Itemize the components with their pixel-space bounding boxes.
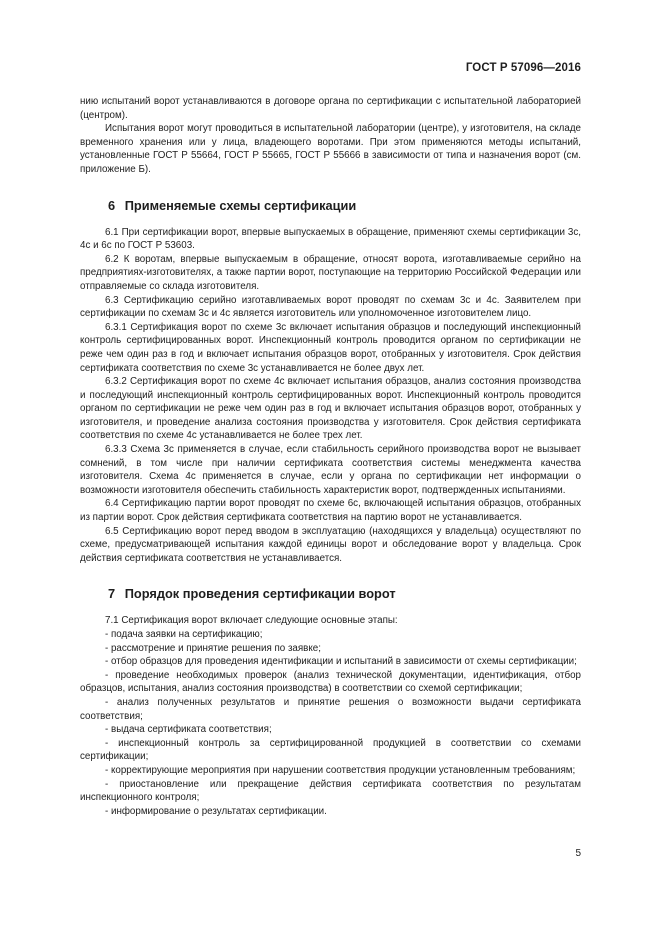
paragraph-6-3-1: 6.3.1 Сертификация ворот по схеме 3с включает испытания образцов и последующий инспекционный контроль сертифицированных ворот. Инспекционный контроль проводится органом по сертификации не реже чем один раз в год и включает испытания образцов ворот, отобранных у изготовителя. Срок действия сертификата соответствия по схеме 3с устанавливается не более двух лет. <box>80 321 581 374</box>
section-7-number: 7 <box>108 586 116 602</box>
stage-item: - анализ полученных результатов и принятие решения о возможности выдачи сертификата соответствия; <box>80 696 581 722</box>
section-6-number: 6 <box>108 197 116 213</box>
section-7-heading <box>80 586 581 602</box>
stage-item: - рассмотрение и принятие решения по заявке; <box>105 642 321 654</box>
paragraph-7-1: 7.1 Сертификация ворот включает следующие основные этапы: <box>105 615 398 627</box>
intro-paragraph-2: Испытания ворот могут проводиться в испытательной лаборатории (центре), у изготовителя, на складе временного хранения или у лица, владеющего воротами. При этом применяются методы испытаний, установленные ГОСТ Р 55664, ГОСТ Р 55665, ГОСТ Р 55666 в зависимости от типа и назначения ворот (см. приложение Б). <box>80 123 581 175</box>
section-6-title: Применяемые схемы сертификации <box>124 197 357 213</box>
intro-paragraph-1: нию испытаний ворот устанавливаются в договоре органа по сертификации с испытательной лабораторией (центром). <box>80 96 581 121</box>
paragraph-6-4: 6.4 Сертификацию партии ворот проводят по схеме 6с, включающей испытания образцов, отобранных из партии ворот. Срок действия сертификата соответствия на партию ворот не устанавливается. <box>80 498 581 524</box>
stage-item: - корректирующие мероприятия при нарушении соответствия продукции установленным требованиям; <box>105 764 576 776</box>
document-body <box>80 95 581 818</box>
stage-item: - отбор образцов для проведения идентификации и испытаний в зависимости от схемы сертификации; <box>105 656 577 668</box>
stage-item: - выдача сертификата соответствия; <box>105 724 272 736</box>
stage-item: - информирование о результатах сертификации. <box>105 805 327 817</box>
stage-item: - проведение необходимых проверок (анализ технической документации, идентификация, отбор образцов, испытания, анализ состояния производства) в соответствии со схемой сертификации; <box>80 669 581 695</box>
stage-item: - подача заявки на сертификацию; <box>105 629 263 640</box>
paragraph-6-2: 6.2 К воротам, впервые выпускаемым в обращение, относят ворота, изготавливаемые серийно на предприятиях-изготовителях, а также партии ворот, поступающие на территорию Российской Федерации или отправляемые со склада изготовителя. <box>80 253 581 292</box>
section-6-heading <box>80 198 581 214</box>
paragraph-6-3-3: 6.3.3 Схема 3с применяется в случае, если стабильность серийного производства ворот не вызывает сомнений, в том числе при наличии сертификата соответствия системы менеджмента качества изготовителя. Схема 4с применяется в случае, если у органа по сертификации нет информации о возможности изготовителя обеспечить стабильность характеристик ворот, подтвержденных испытаниями. <box>80 444 581 496</box>
page-number: 5 <box>575 848 581 859</box>
paragraph-6-3-2: 6.3.2 Сертификация ворот по схеме 4с включает испытания образцов, анализ состояния производства и последующий инспекционный контроль сертифицированных ворот. Инспекционный контроль проводится органом по сертификации не реже чем один раз в год и включает испытания образцов ворот, отобранных у изготовителя, и проведение анализа состояния производства у изготовителя. Срок действия сертификата соответствия по схеме 4с устанавливается не более трех лет. <box>80 376 581 442</box>
stage-item: - инспекционный контроль за сертифицированной продукцией в соответствии со схемами сертификации; <box>80 737 581 763</box>
standard-designation: ГОСТ Р 57096—2016 <box>465 62 581 74</box>
section-7-title: Порядок проведения сертификации ворот <box>124 586 396 602</box>
stage-item: - приостановление или прекращение действия сертификата соответствия по результатам инспекционного контроля; <box>80 778 581 804</box>
paragraph-6-3: 6.3 Сертификацию серийно изготавливаемых ворот проводят по схемам 3с и 4с. Заявителем при сертификации по схемам 3с и 4с является изготовитель или уполномоченное изготовителем лицо. <box>80 294 581 320</box>
paragraph-6-1: 6.1 При сертификации ворот, впервые выпускаемых в обращение, применяют схемы сертификации 3с, 4с и 6с по ГОСТ Р 53603. <box>80 226 581 252</box>
paragraph-6-5: 6.5 Сертификацию ворот перед вводом в эксплуатацию (находящихся у владельца) осуществляют по схеме, предусматривающей испытания каждой единицы ворот и обследование ворот у владельца. Срок действия сертификата соответствия не устанавливается. <box>80 525 581 564</box>
